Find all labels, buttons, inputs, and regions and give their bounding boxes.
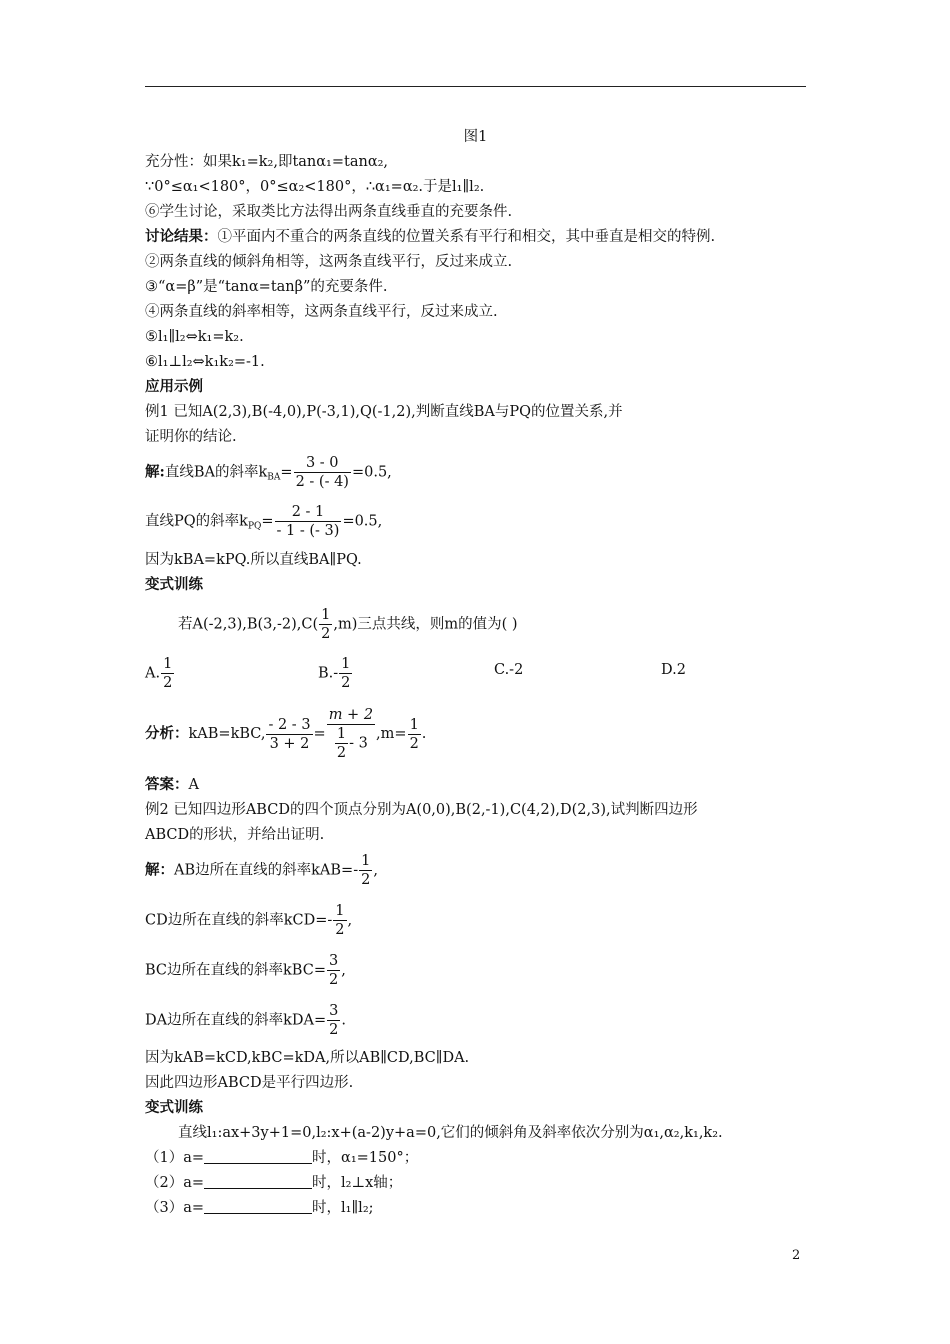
example2-conclusion-2: 因此四边形ABCD是平行四边形.	[145, 1075, 354, 1091]
example2-slope-ab	[145, 852, 378, 889]
analysis-text: ,m=	[376, 726, 407, 742]
option-b	[318, 655, 353, 692]
fraction-denominator: - 1 - (- 3)	[276, 523, 340, 539]
slope-text: CD边所在直线的斜率kCD=-	[145, 912, 333, 929]
fraction-denominator: 2	[341, 675, 351, 691]
variant2-q2	[145, 1173, 402, 1193]
example2-slope-da	[145, 1002, 346, 1039]
example2-stem-1: 例2 已知四边形ABCD的四个顶点分别为A(0,0),B(2,-1),C(4,2),D(2,3),试判断四边形	[145, 802, 698, 818]
fraction-denominator: 2	[336, 745, 347, 761]
fraction-numerator: - 2 - 3	[268, 716, 311, 733]
fraction-denominator: 2	[329, 1022, 339, 1038]
option-d: D.2	[661, 662, 686, 678]
denominator-text: - 3	[349, 735, 368, 752]
subscript: BA	[267, 472, 281, 483]
question-text: （1）a=	[145, 1150, 205, 1166]
fraction	[275, 503, 342, 540]
section-variant2-heading: 变式训练	[145, 1099, 203, 1116]
discussion-result-text: ①平面内不重合的两条直线的位置关系有平行和相交，其中垂直是相交的特例.	[217, 229, 716, 245]
example2-stem-2: ABCD的形状，并给出证明.	[145, 827, 325, 843]
variant1-answer	[145, 775, 199, 795]
analysis-text: kAB=kBC,	[188, 726, 266, 742]
fraction-numerator: 1	[341, 656, 351, 672]
fraction	[339, 655, 352, 692]
subscript: PQ	[247, 521, 262, 532]
example2-slope-cd	[145, 902, 352, 939]
fraction-denominator: 2 - (- 4)	[295, 474, 349, 490]
fraction-denominator: 2	[409, 735, 419, 752]
fraction-denominator: 2	[361, 872, 371, 888]
answer-blank[interactable]	[204, 1199, 312, 1214]
option-label: B.-	[318, 665, 339, 682]
example1-conclusion: 因为kBA=kPQ.所以直线BA∥PQ.	[145, 552, 362, 568]
variant1-stem	[178, 606, 518, 643]
fraction-denominator	[327, 724, 375, 762]
section-apply-heading: 应用示例	[145, 378, 203, 395]
fraction	[319, 606, 332, 643]
question-text: 时，α₁=150°；	[312, 1150, 419, 1166]
fraction-denominator: 2	[335, 922, 345, 938]
discussion-result-6: ⑥l₁⊥l₂⇔k₁k₂=-1.	[145, 354, 265, 370]
example1-solution-2: 直线PQ的斜率$k_{PQ}=$ $\frac{2 - 1}{- 1 - (- 3)}$ =0.5,	[145, 504, 383, 539]
solution-heading: 解：	[145, 861, 174, 879]
fraction	[359, 852, 372, 889]
question-text: 时，l₁∥l₂;	[312, 1200, 374, 1216]
slope-text: AB边所在直线的斜率kAB=-	[174, 862, 359, 879]
discussion-result-5: ⑤l₁∥l₂⇔k₁=k₂.	[145, 329, 244, 345]
analysis-heading: 分析：	[145, 725, 189, 742]
figure-caption: 图1	[463, 129, 488, 145]
comma: ,	[341, 962, 346, 979]
equals-sign: =	[313, 726, 326, 742]
fraction-numerator: 1	[336, 726, 347, 742]
example2-slope-bc	[145, 952, 346, 989]
slope-text: DA边所在直线的斜率kDA=	[145, 1012, 327, 1029]
fraction-numerator: 1	[335, 903, 345, 919]
solution-text: =0.5,	[342, 513, 383, 530]
comma: ,	[373, 862, 378, 879]
variant1-analysis	[145, 706, 426, 762]
question-text: （2）a=	[145, 1175, 205, 1191]
fraction	[327, 1002, 340, 1039]
example1-solution-1: 解:直线BA的斜率$k_{BA}=$ $\frac{3 - 0}{2 - (- 4)}$ =0.5,	[145, 455, 392, 490]
option-c: C.-2	[494, 662, 524, 678]
discussion-line: ⑥学生讨论，采取类比方法得出两条直线垂直的充要条件.	[145, 204, 513, 220]
comma: ,	[347, 912, 353, 929]
fraction-denominator: 2	[328, 972, 339, 988]
fraction-numerator: 3 - 0	[305, 455, 339, 471]
variant2-q3	[145, 1198, 374, 1218]
example1-stem-1: 例1 已知A(2,3),B(-4,0),P(-3,1),Q(-1,2),判断直线BA与PQ的位置关系,并	[145, 404, 623, 420]
angle-range-line: ∵0°≤α₁<180°，0°≤α₂<180°，∴α₁=α₂.于是l₁∥l₂.	[145, 179, 485, 195]
fraction-numerator: 1	[321, 607, 331, 623]
discussion-result-3: ③“α=β”是“tanα=tanβ”的充要条件.	[145, 279, 388, 295]
fraction-numerator: 2 - 1	[291, 504, 325, 520]
fraction	[327, 706, 375, 762]
question-text: 时，l₂⊥x轴；	[312, 1175, 403, 1191]
sufficiency-line: 充分性：如果k₁=k₂,即tanα₁=tanα₂,	[145, 154, 389, 170]
variant1-stem-text: ,m)三点共线，则m的值为( )	[333, 616, 518, 633]
example2-conclusion-1: 因为kAB=kCD,kBC=kDA,所以AB∥CD,BC∥DA.	[145, 1050, 470, 1066]
section-variant1-heading: 变式训练	[145, 576, 203, 593]
fraction	[294, 454, 351, 491]
fraction-denominator: 2	[163, 675, 173, 691]
option-a	[145, 655, 175, 692]
discussion-result-4: ④两条直线的斜率相等，这两条直线平行，反过来成立.	[145, 304, 498, 320]
solution-text: 直线PQ的斜率k	[145, 513, 248, 530]
discussion-result-2: ②两条直线的倾斜角相等，这两条直线平行，反过来成立.	[145, 254, 513, 270]
slope-text: BC边所在直线的斜率kBC=	[145, 962, 326, 979]
example1-stem-2: 证明你的结论.	[145, 429, 237, 445]
answer-blank[interactable]	[204, 1149, 312, 1164]
fraction-numerator: 1	[361, 853, 371, 869]
variant2-stem: 直线l₁:ax+3y+1=0,l₂:x+(a-2)y+a=0,它们的倾斜角及斜率依次分别为α₁,α₂,k₁,k₂.	[178, 1125, 723, 1141]
solution-heading: 解:	[145, 463, 165, 481]
discussion-result-heading: 讨论结果：	[145, 228, 218, 245]
fraction-numerator: 3	[328, 953, 339, 969]
fraction-numerator: 1	[409, 716, 419, 733]
fraction-denominator: 2	[321, 626, 331, 642]
period: .	[421, 726, 427, 742]
page-number: 2	[792, 1248, 801, 1263]
answer-blank[interactable]	[204, 1174, 312, 1189]
variant2-q1	[145, 1148, 418, 1168]
header-rule	[145, 86, 806, 87]
solution-text: 直线BA的斜率k	[164, 464, 268, 481]
fraction-numerator: 3	[329, 1003, 339, 1019]
fraction	[327, 952, 340, 989]
fraction-numerator: m + 2	[328, 707, 374, 723]
discussion-result-1	[145, 227, 715, 247]
fraction-denominator: 3 + 2	[266, 734, 312, 753]
fraction	[333, 902, 346, 939]
variant1-stem-text: 若A(-2,3),B(3,-2),C(	[178, 616, 319, 633]
fraction-numerator: 1	[163, 656, 173, 672]
fraction	[161, 655, 174, 692]
option-label: A.	[145, 665, 161, 682]
solution-text: =0.5,	[351, 464, 392, 481]
fraction	[408, 716, 421, 753]
question-text: （3）a=	[145, 1200, 205, 1216]
period: .	[341, 1012, 346, 1029]
fraction	[266, 716, 312, 753]
answer-value: A	[188, 777, 199, 793]
answer-heading: 答案：	[145, 776, 189, 793]
fraction	[335, 725, 348, 762]
